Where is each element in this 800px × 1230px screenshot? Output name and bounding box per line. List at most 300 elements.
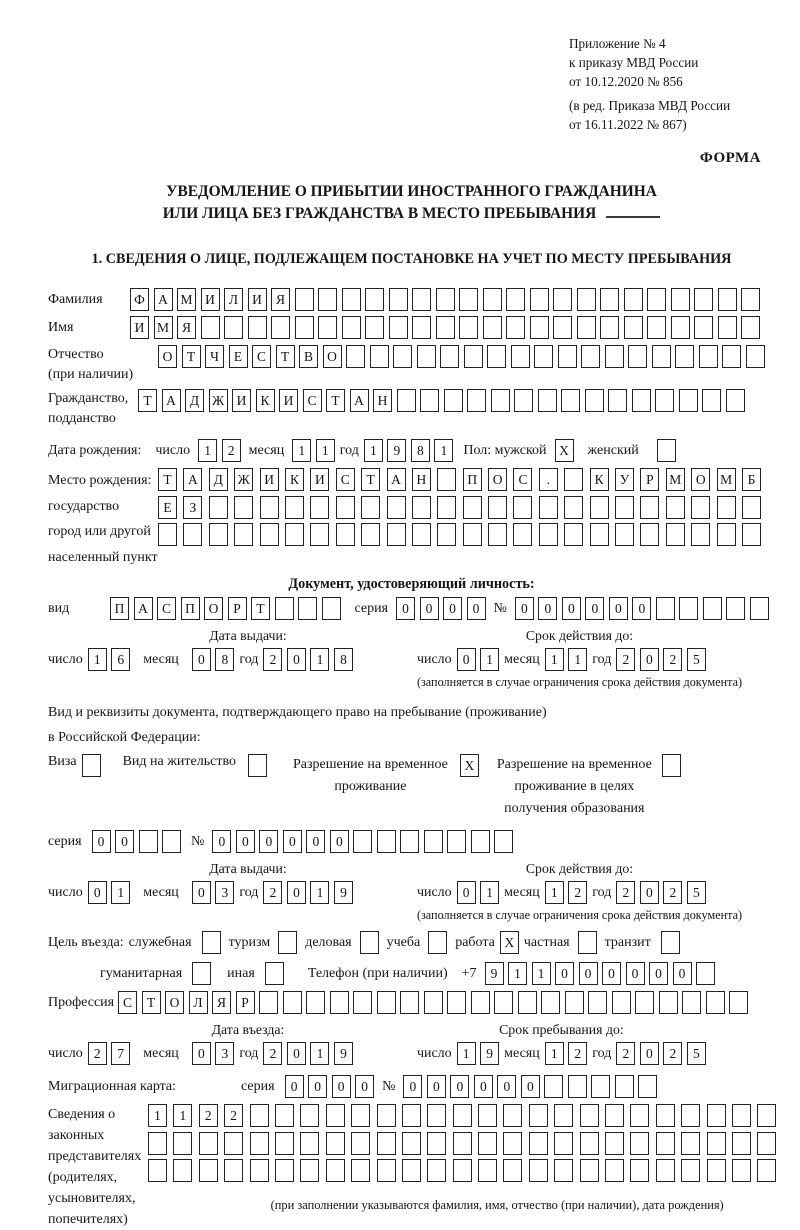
cell[interactable] xyxy=(440,345,459,368)
cell[interactable] xyxy=(201,316,220,339)
cell[interactable]: 0 xyxy=(562,597,581,620)
cell[interactable] xyxy=(192,962,211,985)
cell[interactable] xyxy=(741,288,760,311)
representatives-row1-cells[interactable] xyxy=(148,1104,776,1127)
cell[interactable]: Е xyxy=(158,496,177,519)
cell[interactable]: 1 xyxy=(310,881,329,904)
cell[interactable] xyxy=(605,345,624,368)
cell[interactable]: Т xyxy=(276,345,295,368)
cell[interactable] xyxy=(148,1159,167,1182)
cell[interactable] xyxy=(513,496,532,519)
purpose-other-checkbox[interactable] xyxy=(265,962,284,985)
cell[interactable] xyxy=(295,316,314,339)
cell[interactable]: 3 xyxy=(215,881,234,904)
cell[interactable] xyxy=(564,496,583,519)
cell[interactable] xyxy=(260,496,279,519)
cell[interactable] xyxy=(224,316,243,339)
cell[interactable]: 0 xyxy=(521,1075,540,1098)
cell[interactable]: 0 xyxy=(236,830,255,853)
cell[interactable] xyxy=(259,991,278,1014)
cell[interactable]: С xyxy=(252,345,271,368)
cell[interactable]: 2 xyxy=(222,439,241,462)
cell[interactable]: Ж xyxy=(209,389,228,412)
cell[interactable] xyxy=(707,1159,726,1182)
given-name-cells[interactable] xyxy=(130,316,760,339)
cell[interactable]: 5 xyxy=(687,648,706,671)
cell[interactable]: Ч xyxy=(205,345,224,368)
cell[interactable] xyxy=(530,316,549,339)
cell[interactable] xyxy=(696,962,715,985)
cell[interactable]: С xyxy=(336,468,355,491)
cell[interactable]: 0 xyxy=(673,962,692,985)
cell[interactable]: 0 xyxy=(640,648,659,671)
cell[interactable] xyxy=(529,1159,548,1182)
cell[interactable] xyxy=(351,1104,370,1127)
cell[interactable] xyxy=(638,1075,657,1098)
cell[interactable]: 0 xyxy=(396,597,415,620)
representatives-row3-cells[interactable] xyxy=(148,1159,776,1182)
cell[interactable] xyxy=(377,1104,396,1127)
cell[interactable]: Н xyxy=(412,468,431,491)
birth-place-row3-cells[interactable] xyxy=(158,523,761,546)
cell[interactable] xyxy=(564,523,583,546)
cell[interactable] xyxy=(506,288,525,311)
cell[interactable]: 0 xyxy=(403,1075,422,1098)
cell[interactable] xyxy=(679,389,698,412)
purpose-work-checkbox[interactable] xyxy=(500,931,519,954)
cell[interactable]: С xyxy=(303,389,322,412)
cell[interactable] xyxy=(412,523,431,546)
birth-place-row1-cells[interactable] xyxy=(158,468,761,491)
cell[interactable] xyxy=(250,1159,269,1182)
cell[interactable] xyxy=(591,1075,610,1098)
cell[interactable] xyxy=(300,1159,319,1182)
cell[interactable] xyxy=(757,1159,776,1182)
cell[interactable] xyxy=(612,991,631,1014)
cell[interactable]: Т xyxy=(158,468,177,491)
cell[interactable]: О xyxy=(204,597,223,620)
cell[interactable] xyxy=(488,523,507,546)
cell[interactable] xyxy=(699,345,718,368)
cell[interactable]: 9 xyxy=(334,1042,353,1065)
cell[interactable] xyxy=(463,496,482,519)
cell[interactable] xyxy=(691,496,710,519)
cell[interactable]: 1 xyxy=(198,439,217,462)
cell[interactable] xyxy=(402,1159,421,1182)
cell[interactable]: 0 xyxy=(474,1075,493,1098)
cell[interactable] xyxy=(183,523,202,546)
cell[interactable] xyxy=(453,1104,472,1127)
cell[interactable]: 0 xyxy=(287,881,306,904)
cell[interactable] xyxy=(483,288,502,311)
cell[interactable]: 1 xyxy=(292,439,311,462)
cell[interactable]: 1 xyxy=(545,648,564,671)
cell[interactable]: Я xyxy=(177,316,196,339)
cell[interactable] xyxy=(671,316,690,339)
cell[interactable] xyxy=(326,1159,345,1182)
cell[interactable] xyxy=(717,496,736,519)
birth-year-cells[interactable] xyxy=(364,439,454,462)
cell[interactable] xyxy=(757,1132,776,1155)
cell[interactable] xyxy=(491,389,510,412)
cell[interactable] xyxy=(538,389,557,412)
cell[interactable] xyxy=(732,1159,751,1182)
cell[interactable] xyxy=(580,1104,599,1127)
cell[interactable] xyxy=(424,830,443,853)
cell[interactable] xyxy=(353,830,372,853)
cell[interactable] xyxy=(565,991,584,1014)
cell[interactable] xyxy=(377,830,396,853)
identity-issue-day-cells[interactable] xyxy=(88,648,131,671)
cell[interactable]: 0 xyxy=(115,830,134,853)
cell[interactable] xyxy=(577,288,596,311)
cell[interactable]: 2 xyxy=(199,1104,218,1127)
cell[interactable]: 0 xyxy=(287,1042,306,1065)
cell[interactable]: Р xyxy=(236,991,255,1014)
cell[interactable]: 2 xyxy=(616,881,635,904)
cell[interactable] xyxy=(447,991,466,1014)
cell[interactable]: 0 xyxy=(88,881,107,904)
cell[interactable]: 1 xyxy=(434,439,453,462)
cell[interactable] xyxy=(377,1159,396,1182)
cell[interactable] xyxy=(580,1159,599,1182)
cell[interactable]: Е xyxy=(229,345,248,368)
cell[interactable] xyxy=(681,1159,700,1182)
residence-expiry-year-cells[interactable] xyxy=(616,881,706,904)
cell[interactable] xyxy=(656,1104,675,1127)
cell[interactable] xyxy=(318,316,337,339)
purpose-transit-checkbox[interactable] xyxy=(661,931,680,954)
cell[interactable]: Л xyxy=(189,991,208,1014)
cell[interactable] xyxy=(202,931,221,954)
cell[interactable] xyxy=(346,345,365,368)
cell[interactable]: А xyxy=(387,468,406,491)
cell[interactable] xyxy=(513,523,532,546)
residence-expiry-month-cells[interactable] xyxy=(545,881,588,904)
cell[interactable] xyxy=(652,345,671,368)
cell[interactable] xyxy=(336,496,355,519)
stay-month-cells[interactable] xyxy=(545,1042,588,1065)
cell[interactable] xyxy=(632,389,651,412)
cell[interactable] xyxy=(436,288,455,311)
cell[interactable]: 1 xyxy=(480,648,499,671)
cell[interactable]: 3 xyxy=(215,1042,234,1065)
cell[interactable] xyxy=(608,389,627,412)
cell[interactable] xyxy=(544,1075,563,1098)
cell[interactable] xyxy=(729,991,748,1014)
cell[interactable] xyxy=(624,288,643,311)
cell[interactable]: И xyxy=(310,468,329,491)
cell[interactable] xyxy=(444,389,463,412)
cell[interactable]: В xyxy=(299,345,318,368)
cell[interactable]: 0 xyxy=(467,597,486,620)
cell[interactable] xyxy=(322,597,341,620)
cell[interactable] xyxy=(298,597,317,620)
cell[interactable]: Р xyxy=(228,597,247,620)
cell[interactable]: 1 xyxy=(480,881,499,904)
cell[interactable] xyxy=(534,345,553,368)
cell[interactable] xyxy=(250,1104,269,1127)
cell[interactable] xyxy=(506,316,525,339)
cell[interactable] xyxy=(615,1075,634,1098)
cell[interactable] xyxy=(624,316,643,339)
stay-day-cells[interactable] xyxy=(457,1042,500,1065)
cell[interactable] xyxy=(310,496,329,519)
cell[interactable]: 1 xyxy=(310,648,329,671)
cell[interactable] xyxy=(681,1104,700,1127)
cell[interactable]: 0 xyxy=(192,648,211,671)
cell[interactable] xyxy=(158,523,177,546)
cell[interactable] xyxy=(530,288,549,311)
cell[interactable]: 0 xyxy=(497,1075,516,1098)
cell[interactable] xyxy=(746,345,765,368)
identity-issue-year-cells[interactable] xyxy=(263,648,353,671)
birth-month-cells[interactable] xyxy=(292,439,335,462)
cell[interactable] xyxy=(628,345,647,368)
cell[interactable]: 0 xyxy=(443,597,462,620)
cell[interactable]: 0 xyxy=(609,597,628,620)
cell[interactable]: 0 xyxy=(640,1042,659,1065)
cell[interactable] xyxy=(209,523,228,546)
cell[interactable] xyxy=(447,830,466,853)
cell[interactable]: 0 xyxy=(283,830,302,853)
cell[interactable] xyxy=(647,288,666,311)
cell[interactable] xyxy=(706,991,725,1014)
cell[interactable]: И xyxy=(260,468,279,491)
cell[interactable]: Ж xyxy=(234,468,253,491)
identity-expiry-day-cells[interactable] xyxy=(457,648,500,671)
cell[interactable] xyxy=(437,496,456,519)
cell[interactable]: 0 xyxy=(355,1075,374,1098)
cell[interactable]: 1 xyxy=(310,1042,329,1065)
cell[interactable]: 0 xyxy=(632,597,651,620)
stay-year-cells[interactable] xyxy=(616,1042,706,1065)
cell[interactable] xyxy=(397,389,416,412)
cell[interactable] xyxy=(424,991,443,1014)
cell[interactable]: Т xyxy=(361,468,380,491)
cell[interactable] xyxy=(541,991,560,1014)
cell[interactable]: 0 xyxy=(602,962,621,985)
cell[interactable] xyxy=(310,523,329,546)
cell[interactable]: С xyxy=(513,468,532,491)
identity-doc-number-cells[interactable] xyxy=(515,597,769,620)
cell[interactable]: М xyxy=(177,288,196,311)
cell[interactable] xyxy=(300,1104,319,1127)
cell[interactable]: 2 xyxy=(88,1042,107,1065)
cell[interactable] xyxy=(662,754,681,777)
cell[interactable] xyxy=(590,496,609,519)
cell[interactable]: П xyxy=(110,597,129,620)
cell[interactable]: Т xyxy=(138,389,157,412)
cell[interactable]: 1 xyxy=(316,439,335,462)
visa-checkbox[interactable] xyxy=(82,754,101,777)
cell[interactable]: 5 xyxy=(687,881,706,904)
surname-cells[interactable] xyxy=(130,288,760,311)
cell[interactable] xyxy=(514,389,533,412)
cell[interactable] xyxy=(553,316,572,339)
cell[interactable] xyxy=(635,991,654,1014)
cell[interactable] xyxy=(732,1132,751,1155)
cell[interactable] xyxy=(640,496,659,519)
cell[interactable] xyxy=(285,523,304,546)
cell[interactable] xyxy=(402,1132,421,1155)
cell[interactable] xyxy=(471,830,490,853)
cell[interactable] xyxy=(494,991,513,1014)
cell[interactable]: 0 xyxy=(285,1075,304,1098)
cell[interactable] xyxy=(679,597,698,620)
cell[interactable] xyxy=(342,288,361,311)
cell[interactable]: М xyxy=(154,316,173,339)
cell[interactable] xyxy=(353,991,372,1014)
cell[interactable] xyxy=(234,496,253,519)
cell[interactable] xyxy=(248,316,267,339)
cell[interactable]: 0 xyxy=(555,962,574,985)
cell[interactable]: И xyxy=(232,389,251,412)
cell[interactable]: 2 xyxy=(663,1042,682,1065)
cell[interactable] xyxy=(199,1132,218,1155)
cell[interactable] xyxy=(271,316,290,339)
cell[interactable]: 0 xyxy=(640,881,659,904)
cell[interactable] xyxy=(722,345,741,368)
cell[interactable]: С xyxy=(157,597,176,620)
cell[interactable] xyxy=(742,496,761,519)
cell[interactable] xyxy=(365,288,384,311)
cell[interactable]: 1 xyxy=(545,1042,564,1065)
cell[interactable]: 2 xyxy=(224,1104,243,1127)
cell[interactable]: Т xyxy=(326,389,345,412)
cell[interactable] xyxy=(487,345,506,368)
cell[interactable] xyxy=(275,1132,294,1155)
cell[interactable] xyxy=(420,389,439,412)
cell[interactable]: 0 xyxy=(538,597,557,620)
cell[interactable] xyxy=(605,1104,624,1127)
cell[interactable]: 1 xyxy=(457,1042,476,1065)
cell[interactable] xyxy=(718,288,737,311)
cell[interactable] xyxy=(605,1132,624,1155)
cell[interactable]: М xyxy=(666,468,685,491)
cell[interactable] xyxy=(365,316,384,339)
cell[interactable]: 6 xyxy=(111,648,130,671)
cell[interactable]: 2 xyxy=(616,648,635,671)
cell[interactable]: А xyxy=(154,288,173,311)
cell[interactable] xyxy=(471,991,490,1014)
cell[interactable]: Д xyxy=(185,389,204,412)
cell[interactable]: 2 xyxy=(568,1042,587,1065)
cell[interactable]: 2 xyxy=(263,881,282,904)
cell[interactable] xyxy=(412,496,431,519)
cell[interactable]: О xyxy=(165,991,184,1014)
cell[interactable] xyxy=(162,830,181,853)
cell[interactable] xyxy=(360,931,379,954)
cell[interactable]: X xyxy=(500,931,519,954)
cell[interactable] xyxy=(427,1132,446,1155)
cell[interactable] xyxy=(464,345,483,368)
cell[interactable] xyxy=(717,523,736,546)
cell[interactable]: Я xyxy=(212,991,231,1014)
cell[interactable] xyxy=(326,1132,345,1155)
cell[interactable] xyxy=(209,496,228,519)
cell[interactable]: 2 xyxy=(663,648,682,671)
cell[interactable] xyxy=(600,288,619,311)
cell[interactable] xyxy=(703,597,722,620)
cell[interactable] xyxy=(529,1104,548,1127)
cell[interactable] xyxy=(389,288,408,311)
cell[interactable] xyxy=(437,468,456,491)
cell[interactable]: О xyxy=(158,345,177,368)
cell[interactable] xyxy=(478,1132,497,1155)
cell[interactable] xyxy=(250,1132,269,1155)
cell[interactable] xyxy=(757,1104,776,1127)
cell[interactable] xyxy=(666,523,685,546)
cell[interactable]: А xyxy=(162,389,181,412)
cell[interactable] xyxy=(529,1132,548,1155)
entry-day-cells[interactable] xyxy=(88,1042,131,1065)
residence-issue-day-cells[interactable] xyxy=(88,881,131,904)
cell[interactable]: Ф xyxy=(130,288,149,311)
cell[interactable] xyxy=(656,1132,675,1155)
cell[interactable] xyxy=(351,1159,370,1182)
cell[interactable]: 0 xyxy=(420,597,439,620)
cell[interactable]: К xyxy=(590,468,609,491)
migration-series-cells[interactable] xyxy=(285,1075,375,1098)
cell[interactable] xyxy=(453,1159,472,1182)
cell[interactable] xyxy=(275,1159,294,1182)
cell[interactable] xyxy=(600,316,619,339)
cell[interactable] xyxy=(659,991,678,1014)
cell[interactable]: 1 xyxy=(364,439,383,462)
cell[interactable]: 2 xyxy=(616,1042,635,1065)
cell[interactable] xyxy=(539,523,558,546)
cell[interactable]: А xyxy=(350,389,369,412)
purpose-private-checkbox[interactable] xyxy=(578,931,597,954)
edu-residence-permit-checkbox[interactable] xyxy=(662,754,681,777)
purpose-tourism-checkbox[interactable] xyxy=(278,931,297,954)
cell[interactable] xyxy=(630,1132,649,1155)
cell[interactable] xyxy=(503,1159,522,1182)
cell[interactable] xyxy=(199,1159,218,1182)
cell[interactable] xyxy=(675,345,694,368)
cell[interactable] xyxy=(387,496,406,519)
cell[interactable] xyxy=(417,345,436,368)
cell[interactable]: Р xyxy=(640,468,659,491)
cell[interactable] xyxy=(671,288,690,311)
cell[interactable]: 0 xyxy=(287,648,306,671)
cell[interactable]: 0 xyxy=(649,962,668,985)
residence-permit-checkbox[interactable] xyxy=(248,754,267,777)
cell[interactable] xyxy=(234,523,253,546)
cell[interactable] xyxy=(564,468,583,491)
purpose-humanitarian-checkbox[interactable] xyxy=(192,962,211,985)
birth-day-cells[interactable] xyxy=(198,439,241,462)
migration-number-cells[interactable] xyxy=(403,1075,657,1098)
cell[interactable]: Н xyxy=(373,389,392,412)
cell[interactable] xyxy=(503,1104,522,1127)
cell[interactable] xyxy=(666,496,685,519)
cell[interactable] xyxy=(615,523,634,546)
cell[interactable] xyxy=(387,523,406,546)
cell[interactable]: 5 xyxy=(687,1042,706,1065)
cell[interactable] xyxy=(558,345,577,368)
identity-expiry-month-cells[interactable] xyxy=(545,648,588,671)
cell[interactable] xyxy=(718,316,737,339)
cell[interactable] xyxy=(427,1159,446,1182)
cell[interactable] xyxy=(578,931,597,954)
cell[interactable] xyxy=(453,1132,472,1155)
cell[interactable]: 7 xyxy=(111,1042,130,1065)
cell[interactable] xyxy=(412,316,431,339)
cell[interactable]: Т xyxy=(182,345,201,368)
cell[interactable] xyxy=(295,288,314,311)
